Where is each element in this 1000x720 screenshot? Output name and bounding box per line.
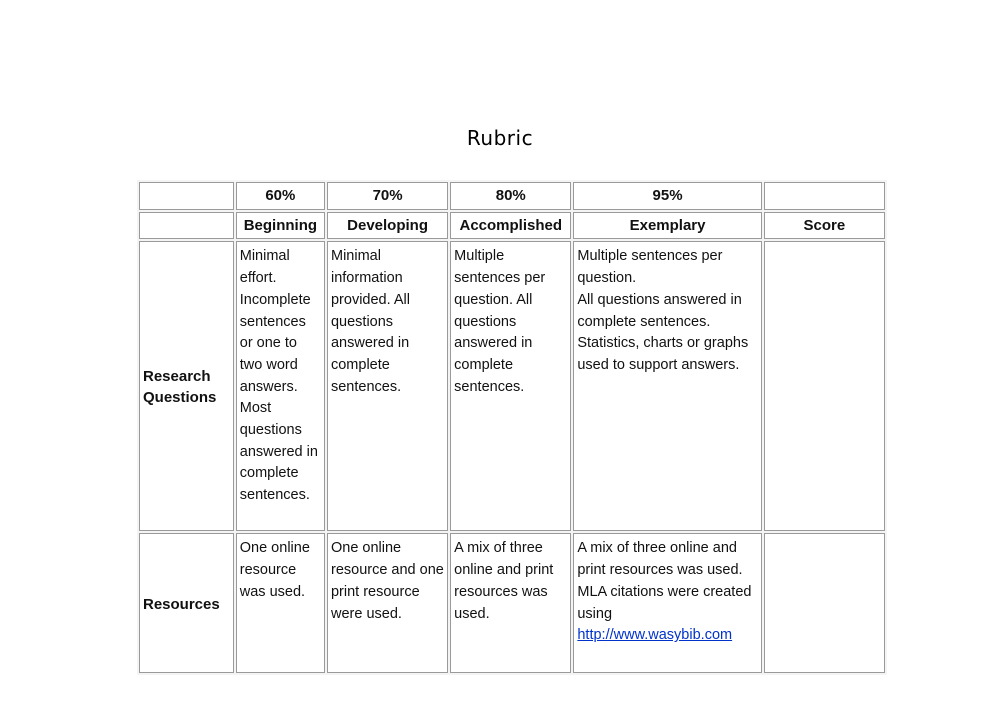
criterion-row-research-questions [139,241,885,531]
descriptor-text: A mix of three online and print resources was used. MLA citations were created using [577,540,752,622]
citation-link[interactable]: http://www.wasybib.com [577,627,733,644]
descriptor-cell: A mix of three online and print resources was used. [450,533,571,673]
descriptor-cell: Multiple sentences per question. All questions answered in complete sentences. Statistics, charts or graphs used to support answers. [573,241,761,531]
descriptor-cell-with-link [573,533,761,673]
level-header: Accomplished [450,212,571,240]
score-cell [764,241,885,531]
corner-cell [139,212,234,240]
level-header: Developing [327,212,448,240]
descriptor-cell: Minimal effort. Incomplete sentences or one to two word answers. Most questions answered in complete sentences. [236,241,325,531]
percent-cell-empty [764,182,885,210]
descriptor-cell: One online resource and one print resource were used. [327,533,448,673]
corner-cell [139,182,234,210]
percent-row [139,182,885,210]
descriptor-cell: Multiple sentences per question. All questions answered in complete sentences. [450,241,571,531]
percent-cell: 80% [450,182,571,210]
descriptor-cell: One online resource was used. [236,533,325,673]
rubric-table [137,180,887,675]
level-header: Exemplary [573,212,761,240]
percent-cell: 60% [236,182,325,210]
percent-cell: 70% [327,182,448,210]
score-header: Score [764,212,885,240]
level-header: Beginning [236,212,325,240]
score-cell [764,533,885,673]
criterion-row-resources [139,533,885,673]
level-row [139,212,885,240]
percent-cell: 95% [573,182,761,210]
rubric-table-image [137,180,846,648]
descriptor-cell: Minimal information provided. All questions answered in complete sentences. [327,241,448,531]
criterion-label: Research Questions [139,241,234,531]
slide-title: Rubric [466,126,534,150]
criterion-label: Resources [139,533,234,673]
